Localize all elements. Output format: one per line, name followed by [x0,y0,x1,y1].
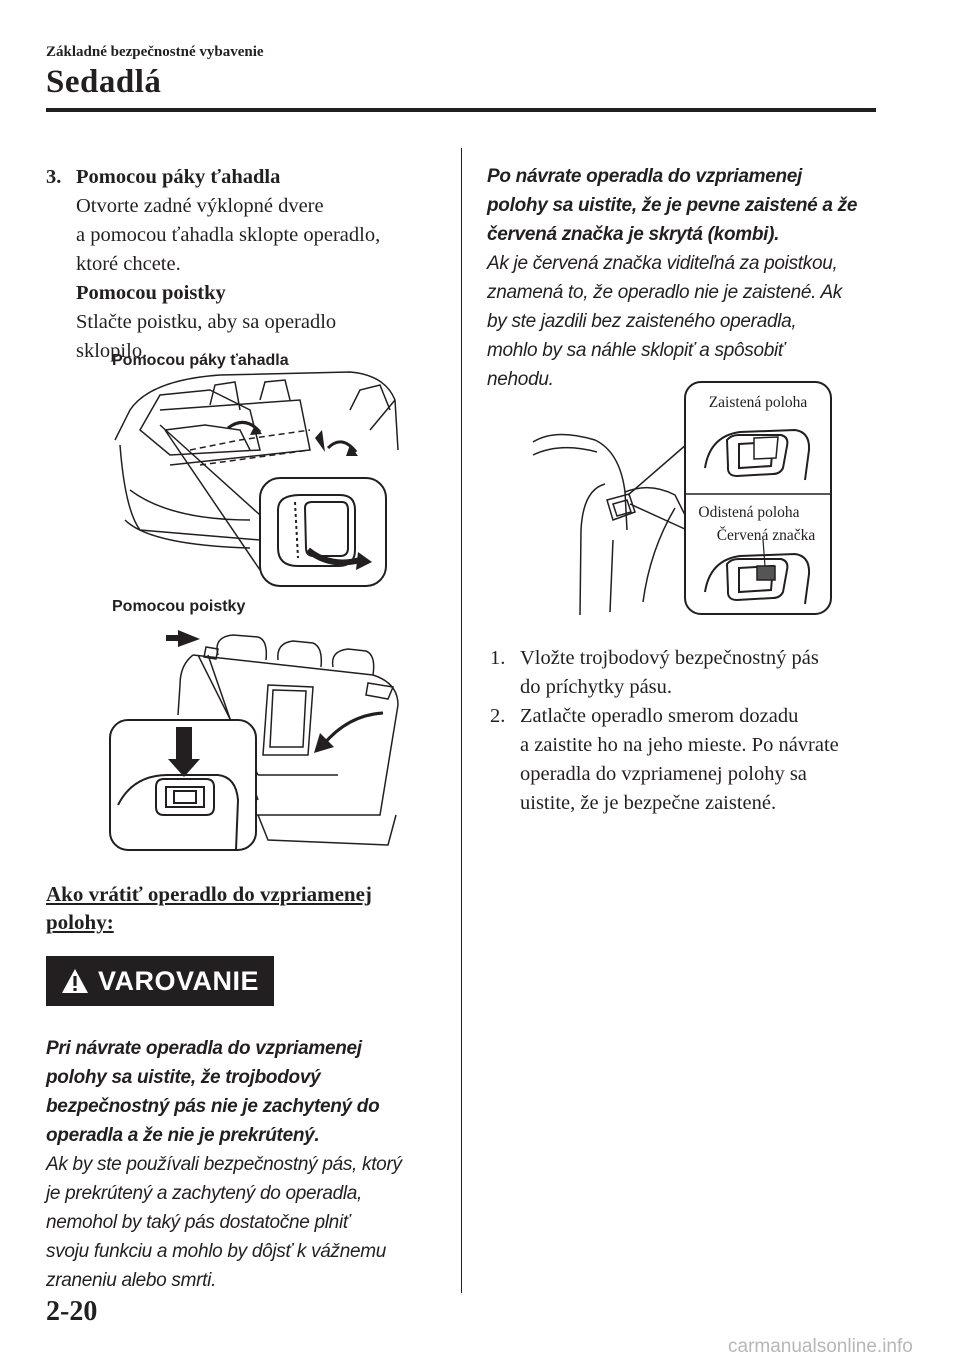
warning-bold-line: bezpečnostný pás nie je zachytený do [46,1096,380,1117]
warning-line: svoju funkciu a mohlo by dôjsť k vážnemu [46,1241,387,1262]
right-warning-line: Ak je červená značka viditeľná za poistkou, [487,253,838,274]
figure3-illustration [525,380,840,620]
warning-badge [46,956,274,1006]
warning-line: Ak by ste používali bezpečnostný pás, ktorý [46,1154,402,1175]
right-warning-bold-line: polohy sa uistite, že je pevne zaistené a že [487,195,858,216]
step3-subheading: Pomocou poistky [76,282,226,304]
right-warning-bold-line: Po návrate operadla do vzpriamenej [487,166,803,187]
list-item-line: operadla do vzpriamenej polohy sa [520,763,807,785]
right-warning-text [487,162,887,394]
right-warning-line: mohlo by sa náhle sklopiť a spôsobiť [487,340,785,361]
figure1-illustration [110,370,400,595]
figure2-label: Pomocou poistky [112,598,246,615]
locked-position-label: Zaistená poloha [708,394,808,411]
warning-text [46,1034,446,1295]
upright-heading-line: polohy: [46,910,114,934]
step3-block [76,163,446,366]
warning-line: zraneniu alebo smrti. [46,1270,217,1291]
step-number: 3. [46,166,62,188]
section-label: Základné bezpečnostné vybavenie [46,44,264,60]
step3-line: sklopilo. [76,340,148,362]
figure2-illustration [108,625,408,855]
page-title: Sedadlá [46,64,162,100]
list-item-line: Zatlačte operadlo smerom dozadu [520,705,799,727]
warning-line: je prekrútený a zachytený do operadla, [46,1183,363,1204]
column-divider [461,148,462,1293]
figure1-label: Pomocou páky ťahadla [112,352,289,369]
list-item [490,644,890,702]
warning-triangle-icon [60,967,90,995]
step3-line: Otvorte zadné výklopné dvere [76,195,324,217]
list-item-number: 2. [490,705,506,727]
right-warning-bold-line: červená značka je skrytá (kombi). [487,224,780,245]
list-item-line: a zaistite ho na jeho mieste. Po návrate [520,734,839,756]
warning-bold-line: operadla a že nie je prekrútený. [46,1125,320,1146]
procedure-list [490,644,890,818]
upright-heading [46,880,406,936]
page-number: 2-20 [46,1296,98,1327]
warning-badge-label: VAROVANIE [98,965,260,996]
step3-heading: Pomocou páky ťahadla [76,166,281,188]
red-mark-label: Červená značka [716,527,816,544]
right-warning-line: nehodu. [487,369,554,390]
list-item-line: uistite, že je bezpečne zaistené. [520,792,777,814]
list-item [490,702,890,818]
step3-line: ktoré chcete. [76,253,181,275]
watermark-url: carmanualsonline.info [728,1336,913,1357]
warning-bold-line: Pri návrate operadla do vzpriamenej [46,1038,362,1059]
list-item-line: Vložte trojbodový bezpečnostný pás [520,647,819,669]
list-item-number: 1. [490,647,506,669]
list-item-line: do príchytky pásu. [520,676,673,698]
right-warning-line: by ste jazdili bez zaisteného operadla, [487,311,797,332]
step3-line: Stlačte poistku, aby sa operadlo [76,311,337,333]
warning-bold-line: polohy sa uistite, že trojbodový [46,1067,321,1088]
header-rule [46,108,876,112]
right-warning-line: znamená to, že operadlo nie je zaistené. Ak [487,282,843,303]
warning-line: nemohol by taký pás dostatočne plniť [46,1212,350,1233]
upright-heading-line: Ako vrátiť operadlo do vzpriamenej [46,882,372,906]
unlocked-position-label: Odistená poloha [698,504,800,521]
step3-line: a pomocou ťahadla sklopte operadlo, [76,224,381,246]
